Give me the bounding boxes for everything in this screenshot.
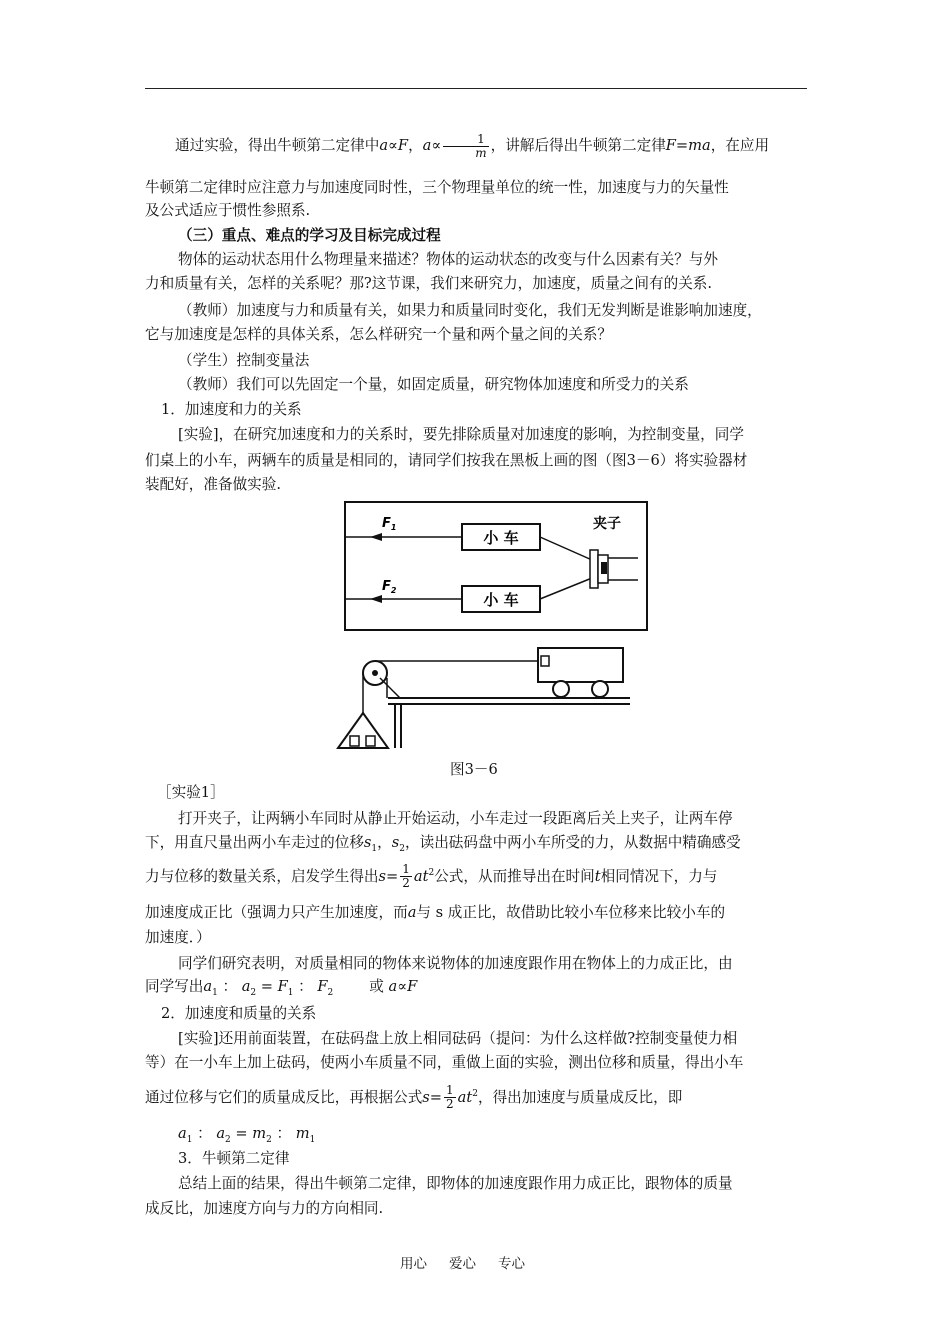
subsection-1: 1．加速度和力的关系 <box>161 401 302 418</box>
paragraph-1-line-1: 通过实验，得出牛顿第二定律中a∝F，a∝ $\frac{1}{m}$ ，讲解后得出牛顿第二定律F=ma，在应用 <box>175 131 770 160</box>
paragraph-6-line-2: 们桌上的小车，两辆车的质量是相同的，请同学们按我在黑板上画的图（图3－6）将实验器材 <box>145 452 748 469</box>
force-label-2: $F_2$ <box>382 579 397 595</box>
paragraph-9-line-2: 等）在一小车上加上砝码，使两小车质量不同，重做上面的实验，测出位移和质量，得出小车 <box>145 1054 744 1071</box>
header-rule <box>145 88 807 89</box>
footer-text-1: 用心 <box>400 1256 427 1272</box>
page-footer <box>400 1252 547 1272</box>
subsection-3: 3．牛顿第二定律 <box>178 1150 290 1167</box>
cart-label-1: 小 车 <box>483 529 519 547</box>
paragraph-8-line-1: 同学们研究表明，对质量相同的物体来说物体的加速度跟作用在物体上的力成正比，由 <box>178 955 733 972</box>
paragraph-7-line-1: 打开夹子，让两辆小车同时从静止开始运动，小车走过一段距离后关上夹子，让两车停 <box>178 810 733 827</box>
paragraph-2-line-1: 物体的运动状态用什么物理量来描述？物体的运动状态的改变与什么因素有关？与外 <box>178 251 718 268</box>
footer-text-2: 爱心 <box>449 1256 476 1272</box>
subsection-2: 2．加速度和质量的关系 <box>161 1005 317 1022</box>
paragraph-6-line-3: 装配好，准备做实验. <box>145 476 281 493</box>
section-heading-3: （三）重点、难点的学习及目标完成过程 <box>178 227 441 244</box>
paragraph-3-line-2: 它与加速度是怎样的具体关系，怎么样研究一个量和两个量之间的关系？ <box>145 326 613 343</box>
figure-3-6 <box>320 498 650 753</box>
mass-ratio-formula: $a_1$ ： $a_2 = m_2$ ： $m_1$ <box>178 1125 316 1145</box>
figure-caption: 图3－6 <box>450 761 498 778</box>
paragraph-7-line-2: 下，用直尺量出两小车走过的位移$s_1$，$s_2$，读出砝码盘中两小车所受的力，从数据中精确感受 <box>145 834 741 854</box>
fraction-one-half-2: $\frac{1}{2}$ <box>446 1083 454 1112</box>
fraction-1-over-m: $\frac{1}{m}$ <box>443 133 488 160</box>
paragraph-4: （学生）控制变量法 <box>178 352 310 369</box>
paragraph-10-line-1: 总结上面的结果，得出牛顿第二定律，即物体的加速度跟作用力成正比，跟物体的质量 <box>178 1175 733 1192</box>
paragraph-1-line-3: 及公式适应于惯性参照系. <box>145 202 311 219</box>
arrow-head-1 <box>370 533 382 541</box>
clip-icon <box>590 550 638 588</box>
paragraph-9-line-3: 通过位移与它们的质量成反比，再根据公式s= $\frac{1}{2}$ $at^2$，得出加速度与质量成反比，即 <box>145 1083 683 1112</box>
cart-label-2: 小 车 <box>483 591 519 609</box>
paragraph-7-line-3: 力与位移的数量关系，启发学生得出s= $\frac{1}{2}$ $at^2$公式，从而推导出在时间t相同情况下，力与 <box>145 862 718 891</box>
paragraph-1-line-2: 牛顿第二定律时应注意力与加速度同时性，三个物理量单位的统一性，加速度与力的矢量性 <box>145 179 729 196</box>
paragraph-8-line-2: 同学写出$a_1$ ： $a_2 = F_1$ ： $F_2$ 或 a∝F <box>145 978 418 998</box>
cart-icon <box>538 648 623 697</box>
paragraph-2-line-2: 力和质量有关，怎样的关系呢？那?这节课，我们来研究力，加速度，质量之间有的关系. <box>145 275 713 292</box>
arrow-head-2 <box>370 595 382 603</box>
paragraph-6-line-1: [实验]，在研究加速度和力的关系时，要先排除质量对加速度的影响，为控制变量，同学 <box>178 426 744 443</box>
footer-text-3: 专心 <box>498 1256 525 1272</box>
paragraph-3-line-1: （教师）加速度与力和质量有关，如果力和质量同时变化，我们无发判断是谁影响加速度， <box>178 302 762 319</box>
clip-label: 夹子 <box>593 516 621 532</box>
paragraph-7-line-4: 加速度成正比（强调力只产生加速度，而a与 s 成正比，故借助比较小车位移来比较小车的 <box>145 904 726 921</box>
paragraph-10-line-2: 成反比，加速度方向与力的方向相同. <box>145 1200 384 1217</box>
experiment-1-heading: ［实验1］ <box>157 784 225 801</box>
fraction-one-half: $\frac{1}{2}$ <box>402 862 410 891</box>
paragraph-5: （教师）我们可以先固定一个量，如固定质量，研究物体加速度和所受力的关系 <box>178 376 689 393</box>
paragraph-7-line-5: 加速度．） <box>145 929 211 946</box>
weight-pan-icon <box>338 713 388 748</box>
paragraph-9-line-1: [实验]还用前面装置，在砝码盘上放上相同砝码（提问：为什么这样做?控制变量使力相 <box>178 1030 738 1047</box>
force-label-1: $F_1$ <box>382 516 397 532</box>
